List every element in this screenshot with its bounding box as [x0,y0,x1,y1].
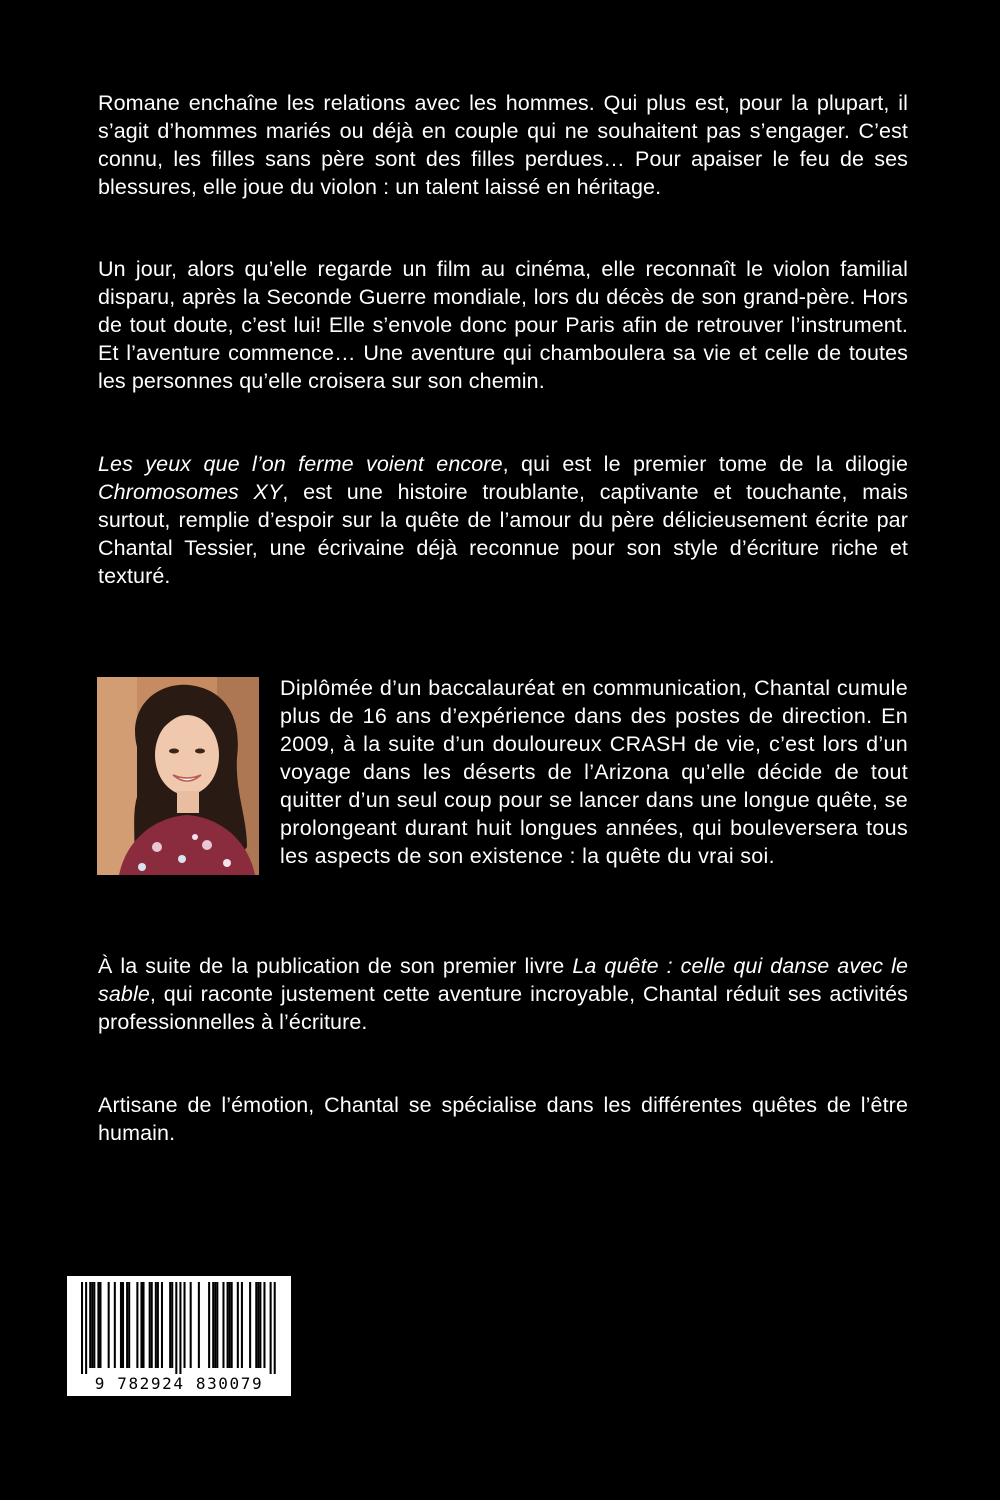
author-photo [97,677,259,875]
author-paragraph-specialty: Artisane de l’émotion, Chantal se spécialise dans les différentes quêtes de l’être humain. [98,1093,908,1145]
barcode-bar [190,1282,192,1368]
synopsis-paragraph-2: Un jour, alors qu’elle regarde un film au cinéma, elle reconnaît le violon familial disparu, après la Seconde Guerre mondiale, lors du décès de son grand-père. Hors de tout doute, c’est lui! Elle s’envole donc pour Paris afin de retrouver l’instrument. Et l’aventure commence… Une aventure qui chamboulera sa vie et celle de toutes les personnes qu’elle croisera sur son chemin. [98,257,908,393]
barcode-bar [241,1282,243,1368]
barcode-bar [227,1282,229,1368]
barcode-bar [161,1282,163,1368]
barcode-bar [171,1282,173,1368]
barcode-bar [157,1282,159,1368]
barcode-bar [229,1282,231,1368]
barcode-bar [108,1282,110,1368]
barcode-bar [91,1282,93,1368]
synopsis-text-b: , est une histoire troublante, captivante et touchante, mais surtout, remplie d’espoir sur la quête de l’amour du père délicieusement écrite par Chantal Tessier, une écrivaine déjà reconnue pour son style d’écriture riche et texturé. [98,480,908,588]
barcode-bar [175,1282,177,1374]
barcode-bar [255,1282,257,1368]
barcode-bar [259,1282,261,1368]
barcode-bar [93,1282,95,1368]
barcode-bar [208,1282,210,1368]
isbn-barcode [67,1276,291,1396]
barcode-bars [67,1276,291,1376]
barcode-bar [249,1282,251,1368]
barcode-bar [143,1282,145,1368]
barcode-bar [128,1282,130,1368]
barcode-bar [151,1282,153,1368]
barcode-bar [89,1282,91,1368]
synopsis-paragraph-3 [98,450,908,590]
barcode-bar [136,1282,138,1368]
barcode-bar [231,1282,233,1368]
barcode-bar [149,1282,151,1368]
barcode-bar [97,1282,99,1368]
barcode-bar [274,1282,276,1374]
barcode-bar [179,1282,181,1374]
barcode-bar [216,1282,218,1368]
barcode-bar [122,1282,124,1368]
barcode-bar [114,1282,116,1368]
publication-text-a: À la suite de la publication de son premier livre [98,954,573,978]
series-title: Chromosomes XY [98,480,283,504]
synopsis-text-a: , qui est le premier tome de la dilogie [502,452,908,476]
barcode-bar [99,1282,101,1368]
barcode-bar [222,1282,224,1368]
synopsis-paragraph-1: Romane enchaîne les relations avec les hommes. Qui plus est, pour la plupart, il s’agit d’hommes mariés ou déjà en couple qui ne souhaitent pas s’engager. C’est connu, les filles sans père sont des filles perdues… Pour apaiser le feu de ses blessures, elle joue du violon : un talent laissé en héritage. [98,91,908,199]
barcode-bar [120,1282,122,1368]
barcode-bar [237,1282,239,1368]
publication-text-b: , qui raconte justement cette aventure incroyable, Chantal réduit ses activités professionnelles à l’écriture. [98,982,908,1034]
barcode-bar [257,1282,259,1368]
barcode-bar [263,1282,265,1368]
author-bio: Diplômée d’un baccalauréat en communication, Chantal cumule plus de 16 ans d’expérience dans des postes de direction. En 2009, à la suite d’un douloureux CRASH de vie, c’est lors d’un voyage dans les déserts de l’Arizona qu’elle décide de tout quitter d’un seul coup pour se lancer dans une longue quête, se prolongeant durant huit longues années, qui bouleversera tous les aspects de son existence : la quête du vrai soi. [280,676,908,868]
first-book-title: La quête : celle qui danse avec le sable [98,954,909,1006]
barcode-bar [155,1282,157,1368]
barcode-bar [212,1282,214,1368]
barcode-bar [85,1282,87,1374]
barcode-bar [140,1282,142,1368]
barcode-bar [169,1282,171,1368]
barcode-bar [214,1282,216,1368]
barcode-bar [81,1282,83,1374]
barcode-bar [184,1282,186,1368]
barcode-bar [126,1282,128,1368]
book-title: Les yeux que l’on ferme voient encore [98,452,503,476]
isbn-number: 9 782924 830079 [94,1374,264,1393]
barcode-bar [270,1282,272,1374]
author-paragraph-publication [98,952,908,1036]
barcode-bar [198,1282,200,1368]
